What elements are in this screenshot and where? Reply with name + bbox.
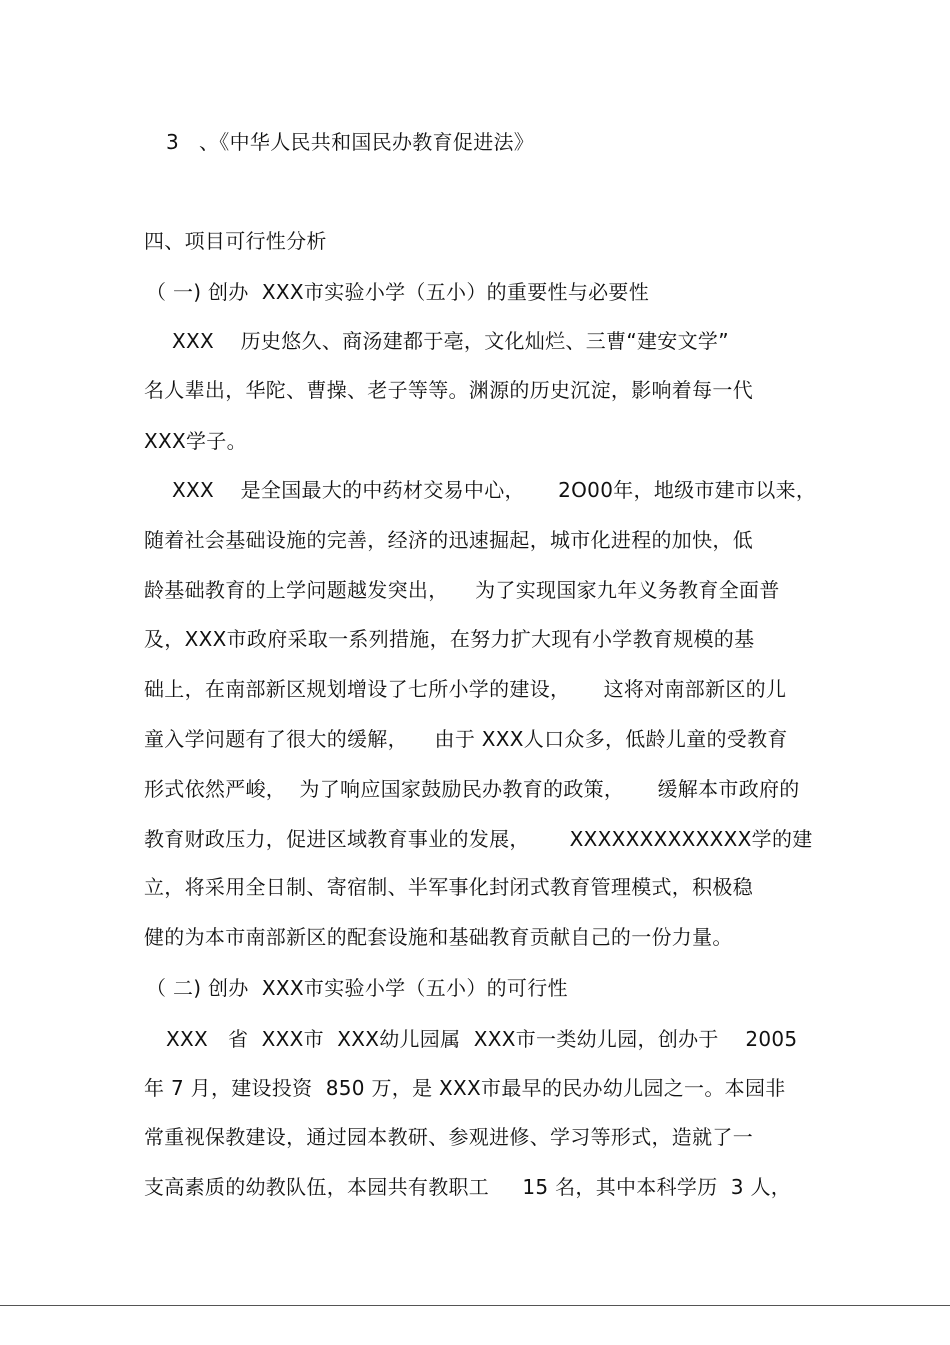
text-line-6: XXX学子。: [144, 429, 247, 453]
text-line-4: XXX 历史悠久、商汤建都于亳，文化灿烂、三曹“建安文学”: [172, 329, 729, 353]
text-line-19: 年 7 月，建设投资 850 万，是 XXX市最早的民办幼儿园之一。本园非: [144, 1076, 786, 1100]
text-line-14: 教育财政压力，促进区域教育事业的发展， XXXXXXXXXXXXX学的建: [144, 827, 813, 851]
text-line-11: 础上，在南部新区规划增设了七所小学的建设， 这将对南部新区的儿: [144, 677, 787, 701]
subsection-heading-2: （ 二) 创办 XXX市实验小学（五小）的可行性: [146, 976, 568, 1000]
text-line-20: 常重视保教建设，通过园本教研、参观进修、学习等形式，造就了一: [144, 1125, 753, 1149]
text-line-1: 3 、《中华人民共和国民办教育促进法》: [166, 130, 535, 154]
text-line-13: 形式依然严峻， 为了响应国家鼓励民办教育的政策， 缓解本市政府的: [144, 777, 800, 801]
text-line-9: 龄基础教育的上学问题越发突出， 为了实现国家九年义务教育全面普: [144, 578, 780, 602]
text-line-16: 健的为本市南部新区的配套设施和基础教育贡献自己的一份力量。: [144, 925, 733, 949]
text-line-5: 名人辈出，华陀、曹操、老子等等。渊源的历史沉淀，影响着每一代: [144, 378, 753, 402]
text-line-8: 随着社会基础设施的完善，经济的迅速掘起，城市化进程的加快，低: [144, 528, 753, 552]
subsection-heading-1: （ 一) 创办 XXX市实验小学（五小）的重要性与必要性: [146, 280, 650, 304]
text-line-10: 及，XXX市政府采取一系列措施，在努力扩大现有小学教育规模的基: [144, 627, 755, 651]
text-line-18: XXX 省 XXX市 XXX幼儿园属 XXX市一类幼儿园，创办于 2005: [166, 1027, 798, 1051]
text-line-12: 童入学问题有了很大的缓解， 由于 XXX人口众多，低龄儿童的受教育: [144, 727, 788, 751]
text-line-15: 立，将采用全日制、寄宿制、半军事化封闭式教育管理模式，积极稳: [144, 875, 753, 899]
text-line-21: 支高素质的幼教队伍，本园共有教职工 15 名，其中本科学历 3 人，: [144, 1175, 792, 1199]
section-heading: 四、项目可行性分析: [144, 229, 327, 253]
page-divider: [0, 1305, 950, 1306]
text-line-7: XXX 是全国最大的中药材交易中心， 2O00年，地级市建市以来，: [172, 478, 817, 502]
